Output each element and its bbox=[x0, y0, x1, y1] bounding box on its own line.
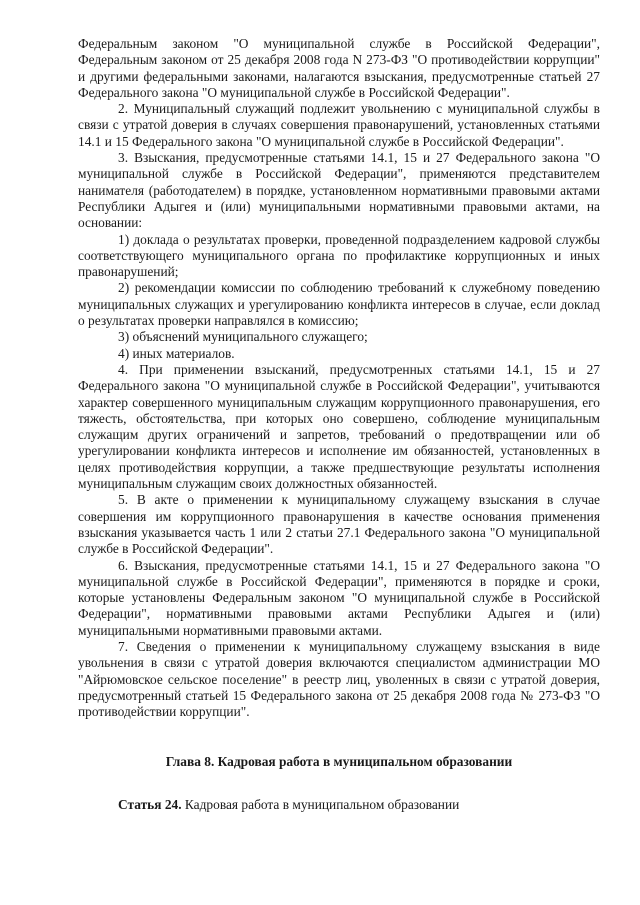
list-item: 1) доклада о результатах проверки, проведенной подразделением кадровой службы соответствующего муниципального органа по профилактике коррупционных и иных правонарушений; bbox=[78, 231, 600, 280]
article-label: Статья 24. bbox=[118, 796, 182, 812]
paragraph: 4. При применении взысканий, предусмотренных статьями 14.1, 15 и 27 Федерального закона "О муниципальной службе в Российской Федерации", учитываются характер совершенного муниципальным служащим коррупционного правонарушения, его тяжесть, обстоятельства, при которых оно совершено, соблюдение муниципальным служащим других ограничений и запретов, требований о предотвращении или об урегулировании конфликта интересов и исполнение им обязанностей, установленных в целях противодействия коррупции, а также предшествующие результаты исполнения муниципальным служащим своих должностных обязанностей. bbox=[78, 361, 600, 492]
paragraph: 7. Сведения о применении к муниципальному служащему взыскания в виде увольнения в связи с утратой доверия включаются специалистом администрации МО "Айрюмовское сельское поселение" в реестр лиц, уволенных в связи с утратой доверия, предусмотренный статьей 15 Федерального закона от 25 декабря 2008 года № 273-ФЗ "О противодействии коррупции". bbox=[78, 638, 600, 720]
list-item: 2) рекомендации комиссии по соблюдению требований к служебному поведению муниципальных служащих и урегулированию конфликта интересов в случае, если доклад о результатах проверки направлялся в комиссию; bbox=[78, 280, 600, 329]
document-page bbox=[78, 36, 600, 813]
paragraph: 6. Взыскания, предусмотренные статьями 14.1, 15 и 27 Федерального закона "О муниципальной службе в Российской Федерации", применяются в порядке и сроки, которые установлены Федеральным законом "О муниципальной службе в Российской Федерации", нормативными правовыми актами Республики Адыгея и (или) муниципальными нормативными правовыми актами. bbox=[78, 557, 600, 638]
paragraph: 2. Муниципальный служащий подлежит увольнению с муниципальной службы в связи с утратой доверия в случаях совершения правонарушений, установленных статьями 14.1 и 15 Федерального закона "О муниципальной службе в Российской Федерации". bbox=[78, 101, 600, 149]
paragraph: Федеральным законом "О муниципальной службе в Российской Федерации", Федеральным законом от 25 декабря 2008 года N 273-ФЗ "О противодействии коррупции" и другими федеральными законами, налагаются взыскания, предусмотренные статьей 27 Федерального закона "О муниципальной службе в Российской Федерации". bbox=[78, 36, 600, 100]
article-heading bbox=[78, 797, 600, 813]
paragraph: 5. В акте о применении к муниципальному служащему взыскания в случае совершения им коррупционного правонарушения в качестве основания применения взыскания указывается часть 1 или 2 статьи 27.1 Федерального закона "О муниципальной службе в Российской Федерации". bbox=[78, 492, 600, 557]
list-item: 3) объяснений муниципального служащего; bbox=[118, 329, 368, 345]
article-title: Кадровая работа в муниципальном образовании bbox=[181, 796, 460, 812]
list-item: 4) иных материалов. bbox=[118, 345, 235, 361]
paragraph: 3. Взыскания, предусмотренные статьями 14.1, 15 и 27 Федерального закона "О муниципальной службе в Российской Федерации", применяются представителем нанимателя (работодателем) в порядке, установленном нормативными правовыми актами Республики Адыгея и (или) муниципальными нормативными правовыми актами, на основании: bbox=[78, 150, 600, 231]
chapter-heading: Глава 8. Кадровая работа в муниципальном образовании bbox=[165, 754, 513, 770]
